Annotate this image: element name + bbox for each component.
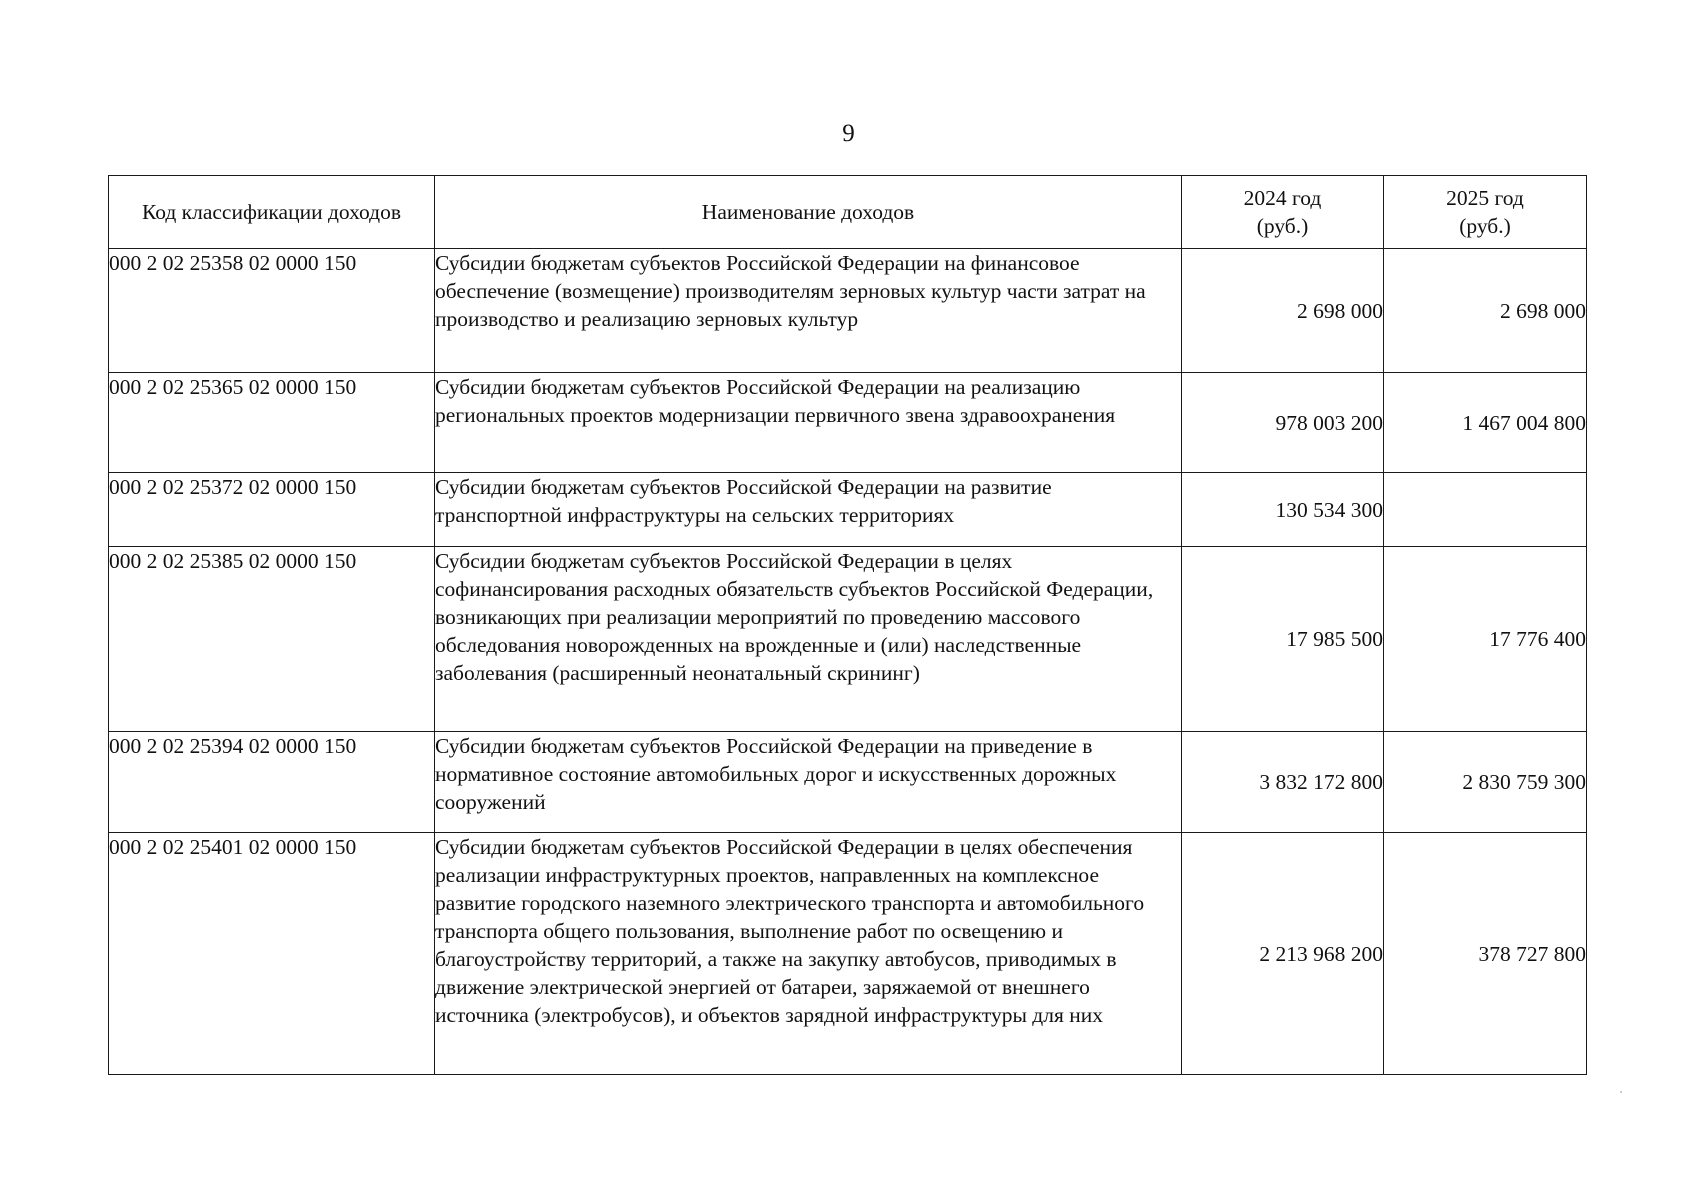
table-header-row (109, 176, 1587, 249)
row-amount-2025: 2 830 759 300 (1384, 732, 1587, 833)
page-number: 9 (842, 120, 855, 147)
table-row (109, 732, 1587, 833)
row-amount-2024: 17 985 500 (1182, 547, 1384, 732)
row-amount-2024: 130 534 300 (1182, 473, 1384, 547)
table-row (109, 547, 1587, 732)
row-name: Субсидии бюджетам субъектов Российской Федерации на финансовое обеспечение (возмещение) производителям зерновых культур части затрат на производство и реализацию зерновых культур (435, 249, 1182, 373)
row-amount-2025: 378 727 800 (1384, 833, 1587, 1075)
row-amount-2025: 1 467 004 800 (1384, 373, 1587, 473)
row-name: Субсидии бюджетам субъектов Российской Федерации на реализацию региональных проектов модернизации первичного звена здравоохранения (435, 373, 1182, 473)
table-row (109, 833, 1587, 1075)
row-code: 000 2 02 25372 02 0000 150 (109, 473, 435, 547)
header-year-2024-label: 2024 год (1243, 186, 1322, 210)
row-amount-2024: 978 003 200 (1182, 373, 1384, 473)
row-amount-2025: 2 698 000 (1384, 249, 1587, 373)
row-amount-2025 (1384, 473, 1587, 547)
row-amount-2024: 2 698 000 (1182, 249, 1384, 373)
header-year-2024-unit: (руб.) (1256, 214, 1309, 238)
row-code: 000 2 02 25358 02 0000 150 (109, 249, 435, 373)
header-year-2025-label: 2025 год (1446, 186, 1524, 210)
row-code: 000 2 02 25401 02 0000 150 (109, 833, 435, 1075)
header-name: Наименование доходов (435, 176, 1182, 249)
row-name: Субсидии бюджетам субъектов Российской Федерации в целях обеспечения реализации инфраструктурных проектов, направленных на комплексное развитие городского наземного электрического транспорта и автомобильного транспорта общего пользования, выполнение работ по освещению и благоустройству территорий, а также на закупку автобусов, приводимых в движение электрической энергией от батареи, заряжаемой от внешнего источника (электробусов), и объектов зарядной инфраструктуры для них (435, 833, 1182, 1075)
income-table (108, 175, 1587, 1075)
header-year-2025-unit: (руб.) (1459, 214, 1511, 238)
row-code: 000 2 02 25394 02 0000 150 (109, 732, 435, 833)
row-code: 000 2 02 25365 02 0000 150 (109, 373, 435, 473)
row-amount-2024: 2 213 968 200 (1182, 833, 1384, 1075)
scan-artifact-dot (1620, 1091, 1622, 1093)
header-year-2024 (1182, 176, 1384, 249)
header-year-2025 (1384, 176, 1587, 249)
table-row (109, 373, 1587, 473)
row-amount-2024: 3 832 172 800 (1182, 732, 1384, 833)
row-name: Субсидии бюджетам субъектов Российской Федерации на приведение в нормативное состояние автомобильных дорог и искусственных дорожных сооружений (435, 732, 1182, 833)
row-name: Субсидии бюджетам субъектов Российской Федерации на развитие транспортной инфраструктуры на сельских территориях (435, 473, 1182, 547)
row-amount-2025: 17 776 400 (1384, 547, 1587, 732)
header-code: Код классификации доходов (109, 176, 435, 249)
row-name: Субсидии бюджетам субъектов Российской Федерации в целях софинансирования расходных обязательств субъектов Российской Федерации, возникающих при реализации мероприятий по проведению массового обследования новорожденных на врожденные и (или) наследственные заболевания (расширенный неонатальный скрининг) (435, 547, 1182, 732)
row-code: 000 2 02 25385 02 0000 150 (109, 547, 435, 732)
table-row (109, 473, 1587, 547)
table-row (109, 249, 1587, 373)
